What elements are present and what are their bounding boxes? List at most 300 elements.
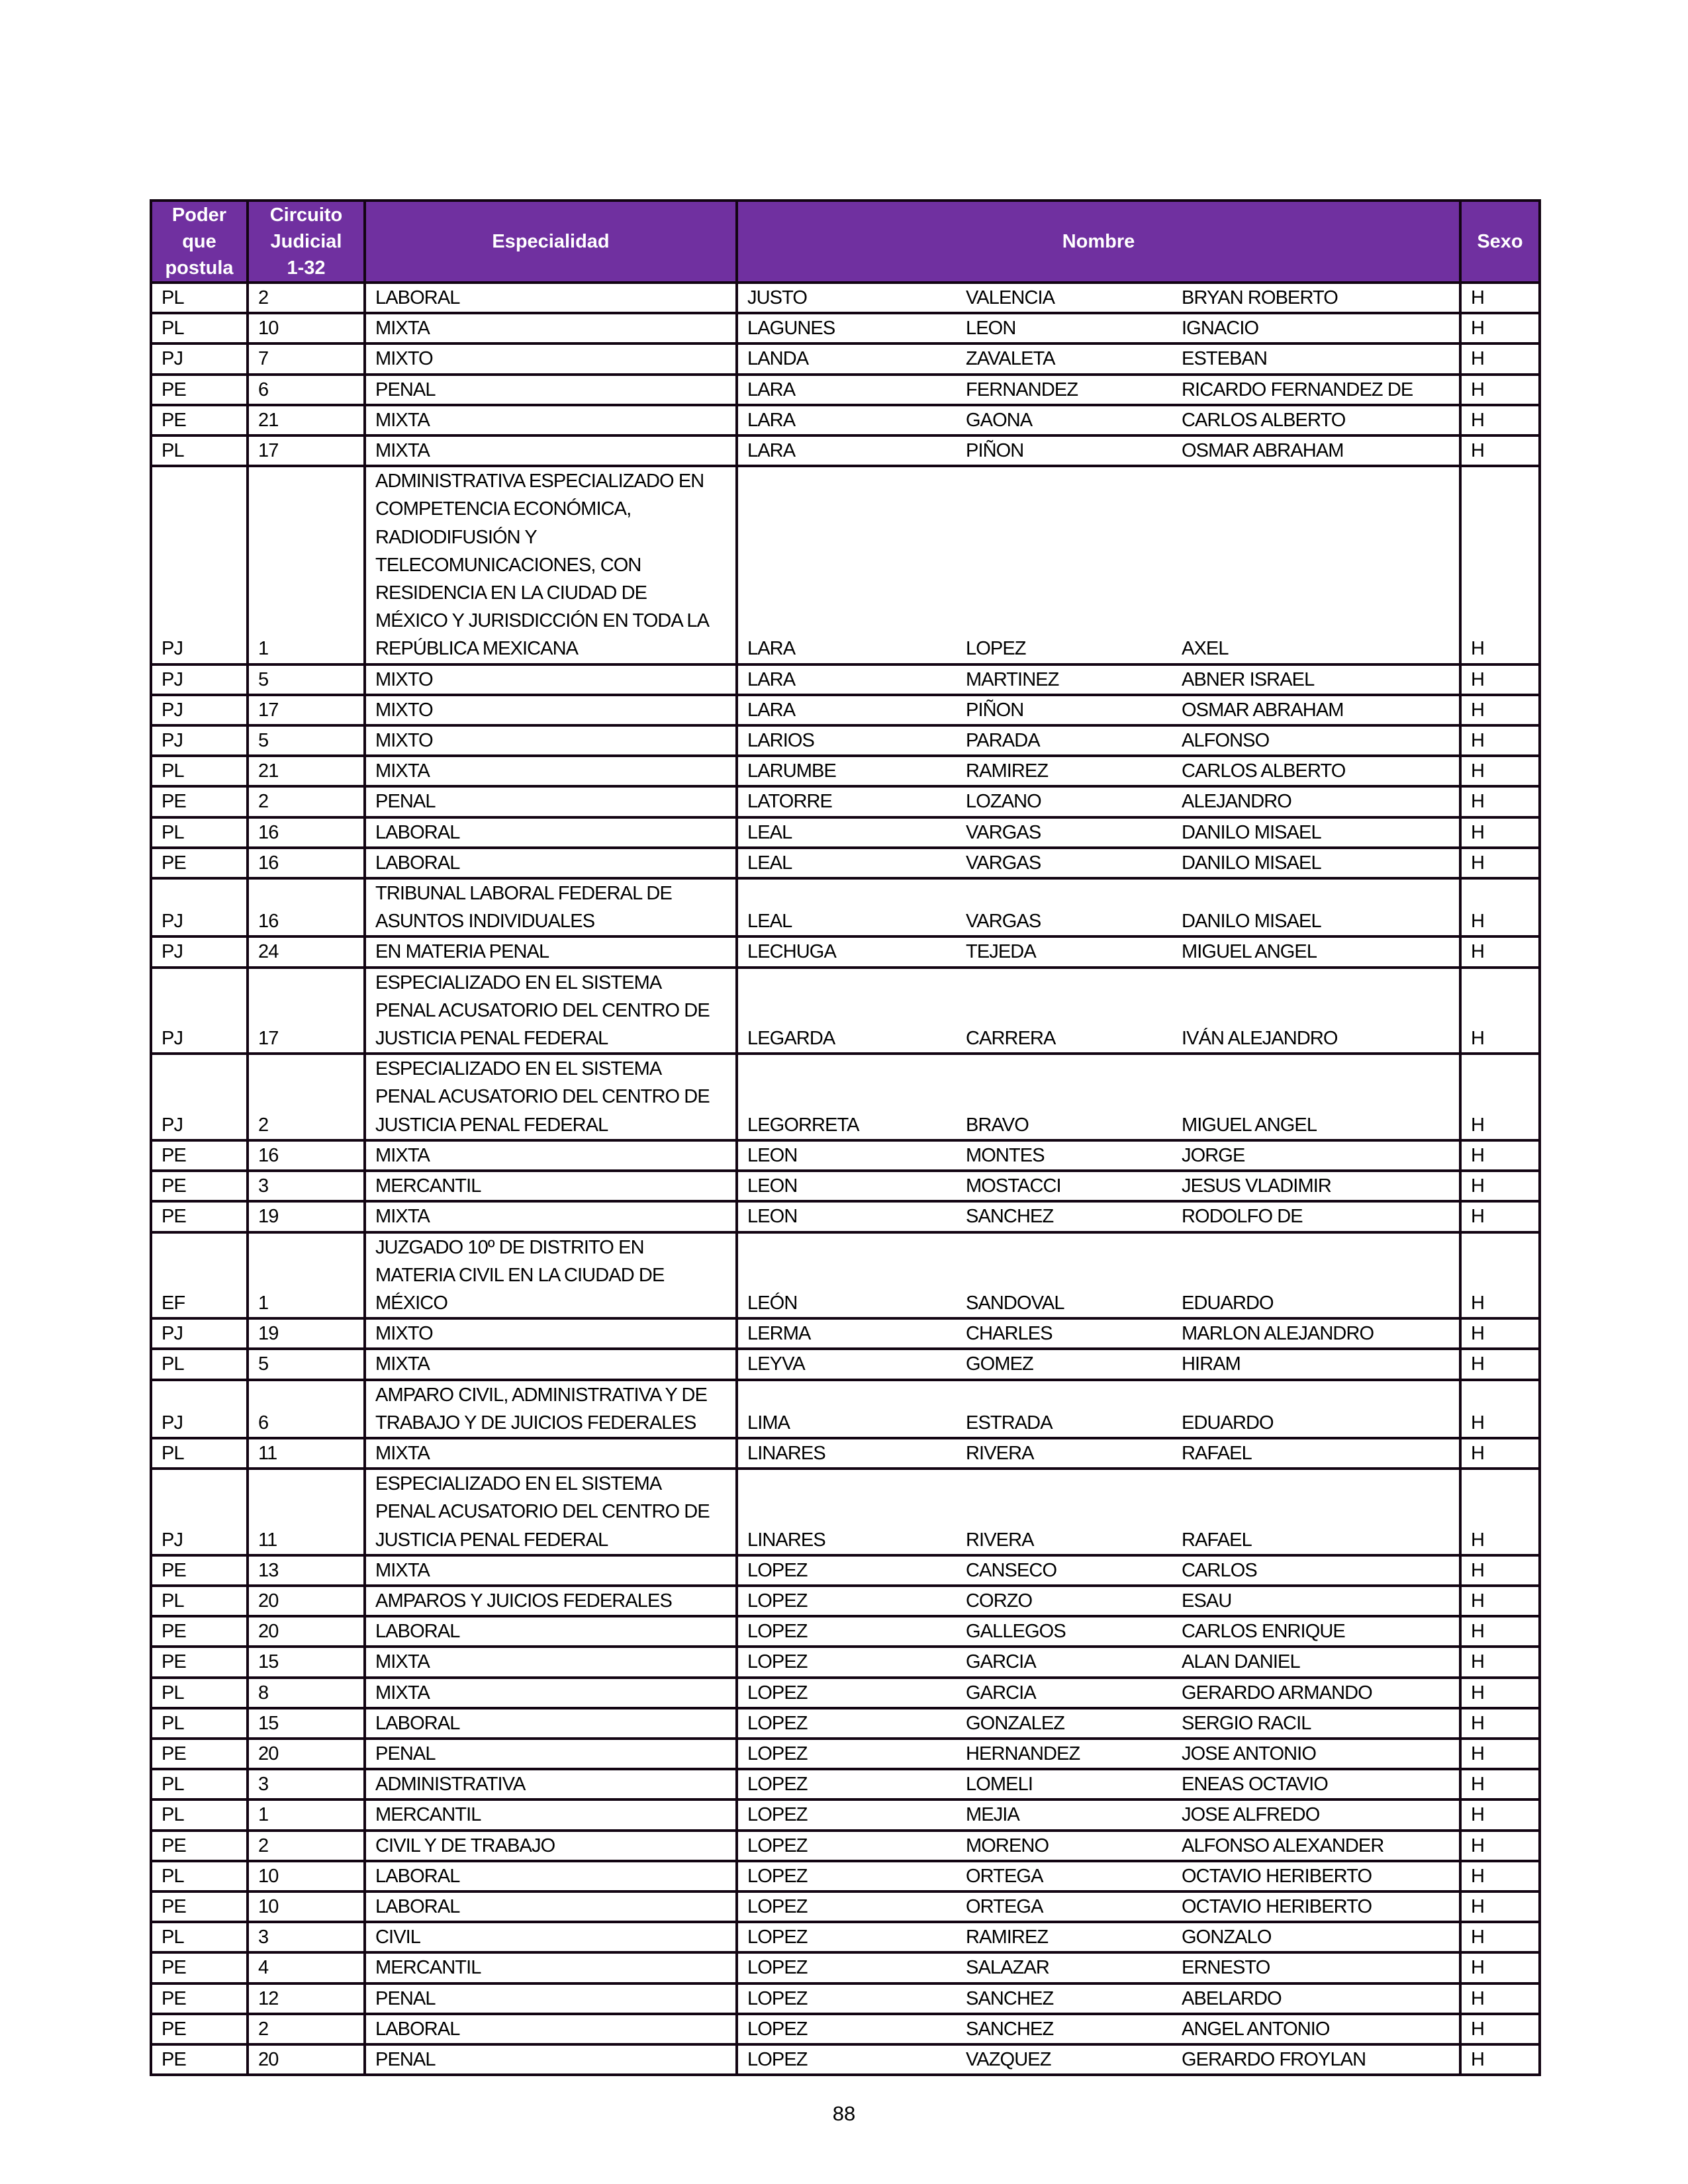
cell-circuito: 21 [248,756,365,786]
cell-poder: PE [151,375,248,405]
cell-circuito: 20 [248,1739,365,1769]
cell-sexo: H [1460,1438,1540,1469]
cell-poder: PJ [151,878,248,936]
cell-sexo: H [1460,968,1540,1054]
cell-sexo: H [1460,1349,1540,1379]
cell-especialidad [365,1678,737,1708]
especialidad-line: MERCANTIL [375,1804,481,1826]
cell-apellido-paterno: LIMA [737,1380,957,1438]
table-row [151,695,1540,725]
cell-apellido-materno: ORTEGA [957,1891,1172,1922]
cell-sexo: H [1460,1769,1540,1799]
cell-apellido-materno: RAMIREZ [957,1922,1172,1952]
cell-poder: PL [151,1861,248,1891]
cell-apellido-paterno: LOPEZ [737,1799,957,1830]
cell-nombres: ALFONSO ALEXANDER [1172,1831,1460,1861]
table-row [151,1799,1540,1830]
cell-circuito: 12 [248,1983,365,2014]
table-row [151,968,1540,1054]
cell-poder: PL [151,1708,248,1739]
especialidad-line: PENAL [375,1987,436,2009]
cell-sexo: H [1460,936,1540,967]
cell-apellido-paterno: LERMA [737,1318,957,1349]
cell-especialidad [365,817,737,848]
table-row [151,1708,1540,1739]
cell-apellido-materno: CHARLES [957,1318,1172,1349]
cell-apellido-paterno: LATORRE [737,786,957,817]
cell-apellido-paterno: LEON [737,1140,957,1171]
header-circuito-line: Circuito [269,205,343,226]
cell-apellido-paterno: LOPEZ [737,1769,957,1799]
cell-apellido-materno: VARGAS [957,878,1172,936]
cell-nombres: MIGUEL ANGEL [1172,1054,1460,1140]
cell-nombres: CARLOS [1172,1555,1460,1586]
table-row [151,1891,1540,1922]
cell-circuito: 2 [248,283,365,313]
cell-sexo: H [1460,1739,1540,1769]
candidates-table [150,199,1541,2076]
table-row [151,1769,1540,1799]
cell-poder: PE [151,1831,248,1861]
cell-especialidad [365,435,737,466]
cell-sexo: H [1460,756,1540,786]
cell-apellido-materno: LOMELI [957,1769,1172,1799]
cell-especialidad [365,405,737,435]
cell-circuito: 16 [248,1140,365,1171]
cell-circuito: 13 [248,1555,365,1586]
cell-circuito: 20 [248,1586,365,1616]
table-row [151,1861,1540,1891]
cell-apellido-materno: MARTINEZ [957,664,1172,695]
cell-especialidad [365,1708,737,1739]
cell-especialidad [365,756,737,786]
cell-circuito: 11 [248,1438,365,1469]
cell-poder: PE [151,786,248,817]
cell-poder: PE [151,1739,248,1769]
cell-nombres: CARLOS ENRIQUE [1172,1616,1460,1647]
table-row [151,1616,1540,1647]
cell-circuito: 16 [248,848,365,878]
cell-apellido-paterno: LEAL [737,848,957,878]
cell-apellido-paterno: LOPEZ [737,1952,957,1983]
cell-sexo: H [1460,1983,1540,2014]
table-row [151,936,1540,967]
cell-circuito: 3 [248,1171,365,1201]
cell-especialidad [365,1232,737,1319]
especialidad-line: MIXTO [375,668,433,690]
cell-sexo: H [1460,664,1540,695]
especialidad-line: MIXTO [375,699,433,721]
especialidad-line: ESPECIALIZADO EN EL SISTEMA [375,1473,662,1495]
cell-poder: PE [151,2044,248,2075]
cell-especialidad [365,1318,737,1349]
especialidad-line: MÉXICO Y JURISDICCIÓN EN TODA LA [375,610,710,632]
especialidad-line: PENAL ACUSATORIO DEL CENTRO DE [375,1086,710,1108]
cell-sexo: H [1460,1171,1540,1201]
cell-circuito: 7 [248,343,365,374]
cell-poder: PE [151,1647,248,1677]
cell-nombres: RAFAEL [1172,1438,1460,1469]
header-poder [151,201,248,283]
especialidad-line: MIXTO [375,1323,433,1345]
especialidad-line: MIXTA [375,318,430,340]
especialidad-line: ASUNTOS INDIVIDUALES [375,911,595,933]
cell-sexo: H [1460,848,1540,878]
cell-nombres: ESAU [1172,1586,1460,1616]
cell-nombres: RAFAEL [1172,1469,1460,1555]
especialidad-line: ESPECIALIZADO EN EL SISTEMA [375,972,662,993]
cell-poder: EF [151,1232,248,1319]
cell-apellido-materno: LOZANO [957,786,1172,817]
cell-apellido-materno: VARGAS [957,848,1172,878]
cell-especialidad [365,1647,737,1677]
cell-apellido-materno: ORTEGA [957,1861,1172,1891]
cell-apellido-materno: VALENCIA [957,283,1172,313]
cell-apellido-paterno: LOPEZ [737,1831,957,1861]
cell-nombres: ESTEBAN [1172,343,1460,374]
cell-especialidad [365,725,737,756]
cell-apellido-materno: CARRERA [957,968,1172,1054]
especialidad-line: LABORAL [375,287,460,308]
especialidad-line: PENAL [375,379,436,400]
cell-apellido-materno: HERNANDEZ [957,1739,1172,1769]
table-row [151,1054,1540,1140]
table-row [151,2014,1540,2044]
cell-apellido-paterno: LARA [737,435,957,466]
cell-poder: PE [151,1616,248,1647]
cell-especialidad [365,1201,737,1232]
cell-poder: PL [151,1586,248,1616]
cell-apellido-paterno: LOPEZ [737,2044,957,2075]
cell-especialidad [365,1586,737,1616]
cell-especialidad [365,1469,737,1555]
cell-circuito: 5 [248,725,365,756]
especialidad-line: MÉXICO [375,1292,447,1314]
cell-apellido-paterno: LOPEZ [737,1616,957,1647]
cell-apellido-paterno: LOPEZ [737,1586,957,1616]
cell-nombres: CARLOS ALBERTO [1172,756,1460,786]
table-row [151,435,1540,466]
cell-poder: PL [151,756,248,786]
cell-apellido-paterno: LOPEZ [737,1891,957,1922]
cell-especialidad [365,1054,737,1140]
cell-sexo: H [1460,2014,1540,2044]
cell-apellido-paterno: LOPEZ [737,1861,957,1891]
table-row [151,1922,1540,1952]
cell-apellido-paterno: LARA [737,375,957,405]
cell-circuito: 19 [248,1318,365,1349]
especialidad-line: TELECOMUNICACIONES, CON [375,554,641,576]
cell-apellido-materno: ESTRADA [957,1380,1172,1438]
cell-apellido-paterno: LARIOS [737,725,957,756]
cell-circuito: 20 [248,2044,365,2075]
cell-apellido-materno: LOPEZ [957,466,1172,664]
cell-especialidad [365,2014,737,2044]
especialidad-line: MATERIA CIVIL EN LA CIUDAD DE [375,1264,665,1286]
cell-apellido-materno: PIÑON [957,435,1172,466]
header-sexo: Sexo [1460,201,1540,283]
cell-especialidad [365,1140,737,1171]
cell-especialidad [365,1861,737,1891]
especialidad-line: RADIODIFUSIÓN Y [375,526,537,548]
cell-nombres: CARLOS ALBERTO [1172,405,1460,435]
cell-especialidad [365,878,737,936]
cell-apellido-materno: PIÑON [957,695,1172,725]
cell-sexo: H [1460,1201,1540,1232]
cell-poder: PE [151,1171,248,1201]
cell-apellido-paterno: LEON [737,1201,957,1232]
cell-sexo: H [1460,405,1540,435]
cell-sexo: H [1460,313,1540,343]
cell-apellido-materno: GOMEZ [957,1349,1172,1379]
cell-apellido-paterno: LARA [737,695,957,725]
cell-especialidad [365,1555,737,1586]
cell-apellido-materno: CORZO [957,1586,1172,1616]
cell-sexo: H [1460,1891,1540,1922]
cell-apellido-paterno: LECHUGA [737,936,957,967]
especialidad-line: MIXTO [375,348,433,370]
cell-circuito: 15 [248,1708,365,1739]
cell-apellido-materno: GAONA [957,405,1172,435]
cell-apellido-materno: SANCHEZ [957,1983,1172,2014]
table-row [151,405,1540,435]
cell-especialidad [365,1922,737,1952]
table-row [151,848,1540,878]
cell-nombres: RODOLFO DE [1172,1201,1460,1232]
cell-poder: PL [151,1922,248,1952]
especialidad-line: RESIDENCIA EN LA CIUDAD DE [375,582,647,604]
cell-poder: PJ [151,936,248,967]
table-row [151,1201,1540,1232]
table-row [151,1349,1540,1379]
cell-especialidad [365,1171,737,1201]
especialidad-line: AMPAROS Y JUICIOS FEDERALES [375,1590,672,1612]
cell-nombres: AXEL [1172,466,1460,664]
table-body [151,283,1540,2075]
cell-sexo: H [1460,1232,1540,1319]
cell-apellido-paterno: LARUMBE [737,756,957,786]
cell-poder: PE [151,1983,248,2014]
cell-apellido-paterno: LEÓN [737,1232,957,1319]
table-row [151,1318,1540,1349]
cell-especialidad [365,1739,737,1769]
cell-poder: PE [151,405,248,435]
cell-nombres: MARLON ALEJANDRO [1172,1318,1460,1349]
cell-nombres: JORGE [1172,1140,1460,1171]
cell-apellido-materno: VARGAS [957,817,1172,848]
cell-apellido-paterno: LOPEZ [737,2014,957,2044]
especialidad-line: AMPARO CIVIL, ADMINISTRATIVA Y DE [375,1384,708,1406]
cell-poder: PL [151,1769,248,1799]
cell-circuito: 21 [248,405,365,435]
table-row [151,1647,1540,1677]
cell-especialidad [365,1952,737,1983]
cell-apellido-paterno: LANDA [737,343,957,374]
especialidad-line: MIXTA [375,1442,430,1464]
cell-nombres: SERGIO RACIL [1172,1708,1460,1739]
header-row [151,201,1540,283]
cell-sexo: H [1460,1861,1540,1891]
especialidad-line: CIVIL Y DE TRABAJO [375,1835,555,1856]
table-row [151,1380,1540,1438]
especialidad-line: ESPECIALIZADO EN EL SISTEMA [375,1058,662,1080]
cell-nombres: JESUS VLADIMIR [1172,1171,1460,1201]
cell-apellido-materno: MEJIA [957,1799,1172,1830]
cell-apellido-paterno: LEYVA [737,1349,957,1379]
cell-especialidad [365,1769,737,1799]
cell-especialidad [365,968,737,1054]
cell-sexo: H [1460,1708,1540,1739]
cell-sexo: H [1460,283,1540,313]
cell-poder: PJ [151,1054,248,1140]
cell-sexo: H [1460,1678,1540,1708]
cell-apellido-materno: PARADA [957,725,1172,756]
table-row [151,1469,1540,1555]
cell-circuito: 2 [248,786,365,817]
cell-circuito: 1 [248,466,365,664]
cell-circuito: 5 [248,664,365,695]
especialidad-line: MERCANTIL [375,1175,481,1197]
especialidad-line: PENAL [375,2048,436,2070]
cell-sexo: H [1460,1799,1540,1830]
cell-circuito: 20 [248,1616,365,1647]
cell-circuito: 10 [248,1861,365,1891]
especialidad-line: MIXTA [375,1682,430,1704]
cell-nombres: IGNACIO [1172,313,1460,343]
cell-poder: PJ [151,725,248,756]
cell-nombres: OCTAVIO HERIBERTO [1172,1861,1460,1891]
cell-circuito: 24 [248,936,365,967]
cell-circuito: 2 [248,1831,365,1861]
cell-nombres: DANILO MISAEL [1172,817,1460,848]
especialidad-line: MIXTA [375,760,430,782]
table-row [151,1739,1540,1769]
table-row [151,1555,1540,1586]
cell-circuito: 15 [248,1647,365,1677]
header-circuito [248,201,365,283]
table-row [151,725,1540,756]
cell-nombres: GERARDO ARMANDO [1172,1678,1460,1708]
table-row [151,2044,1540,2075]
cell-circuito: 6 [248,1380,365,1438]
especialidad-line: LABORAL [375,1865,460,1887]
cell-nombres: OSMAR ABRAHAM [1172,695,1460,725]
cell-sexo: H [1460,435,1540,466]
table-row [151,1438,1540,1469]
cell-poder: PL [151,435,248,466]
especialidad-line: LABORAL [375,1895,460,1917]
cell-sexo: H [1460,343,1540,374]
cell-nombres: DANILO MISAEL [1172,878,1460,936]
table-row [151,313,1540,343]
cell-apellido-paterno: LOPEZ [737,1922,957,1952]
especialidad-line: JUSTICIA PENAL FEDERAL [375,1028,608,1050]
cell-circuito: 2 [248,1054,365,1140]
cell-especialidad [365,1831,737,1861]
table-row [151,283,1540,313]
cell-especialidad [365,1438,737,1469]
especialidad-line: TRABAJO Y DE JUICIOS FEDERALES [375,1412,696,1433]
cell-circuito: 1 [248,1799,365,1830]
cell-especialidad [365,375,737,405]
cell-poder: PE [151,1891,248,1922]
cell-apellido-paterno: LOPEZ [737,1983,957,2014]
cell-nombres: ANGEL ANTONIO [1172,2014,1460,2044]
cell-poder: PE [151,2014,248,2044]
header-poder-line: Poder [171,205,227,226]
cell-especialidad [365,936,737,967]
table-row [151,375,1540,405]
table-row [151,786,1540,817]
especialidad-line: MIXTO [375,730,433,752]
cell-nombres: ALAN DANIEL [1172,1647,1460,1677]
cell-especialidad [365,343,737,374]
especialidad-line: LABORAL [375,1621,460,1643]
especialidad-line: PENAL ACUSATORIO DEL CENTRO DE [375,999,710,1021]
cell-apellido-materno: GONZALEZ [957,1708,1172,1739]
cell-poder: PE [151,1952,248,1983]
cell-sexo: H [1460,1318,1540,1349]
cell-apellido-paterno: LARA [737,466,957,664]
table-row [151,878,1540,936]
cell-especialidad [365,695,737,725]
cell-apellido-materno: SANCHEZ [957,1201,1172,1232]
cell-circuito: 1 [248,1232,365,1319]
cell-poder: PJ [151,695,248,725]
cell-circuito: 17 [248,695,365,725]
cell-sexo: H [1460,1380,1540,1438]
cell-sexo: H [1460,786,1540,817]
cell-nombres: MIGUEL ANGEL [1172,936,1460,967]
especialidad-line: JUSTICIA PENAL FEDERAL [375,1529,608,1551]
table-row [151,1952,1540,1983]
cell-especialidad [365,664,737,695]
cell-apellido-paterno: LARA [737,664,957,695]
cell-apellido-materno: MONTES [957,1140,1172,1171]
cell-circuito: 16 [248,817,365,848]
cell-sexo: H [1460,1586,1540,1616]
cell-apellido-materno: GARCIA [957,1647,1172,1677]
cell-sexo: H [1460,1647,1540,1677]
cell-apellido-paterno: LINARES [737,1469,957,1555]
cell-poder: PE [151,1140,248,1171]
cell-especialidad [365,1799,737,1830]
especialidad-line: PENAL [375,791,436,813]
cell-sexo: H [1460,1469,1540,1555]
especialidad-line: MIXTA [375,1206,430,1228]
header-poder-line: que [182,231,216,252]
cell-especialidad [365,1349,737,1379]
cell-circuito: 17 [248,435,365,466]
cell-nombres: OCTAVIO HERIBERTO [1172,1891,1460,1922]
cell-circuito: 4 [248,1952,365,1983]
cell-poder: PE [151,848,248,878]
cell-apellido-materno: SALAZAR [957,1952,1172,1983]
cell-apellido-paterno: LEGORRETA [737,1054,957,1140]
header-poder-line: postula [165,257,234,279]
cell-apellido-paterno: LOPEZ [737,1678,957,1708]
especialidad-line: MIXTA [375,1559,430,1581]
table-row [151,1232,1540,1319]
header-circuito-line: 1-32 [287,257,326,279]
cell-apellido-materno: LEON [957,313,1172,343]
cell-nombres: DANILO MISAEL [1172,848,1460,878]
cell-nombres: ALFONSO [1172,725,1460,756]
cell-sexo: H [1460,1952,1540,1983]
cell-circuito: 19 [248,1201,365,1232]
table-row [151,1586,1540,1616]
especialidad-line: JUSTICIA PENAL FEDERAL [375,1114,608,1136]
